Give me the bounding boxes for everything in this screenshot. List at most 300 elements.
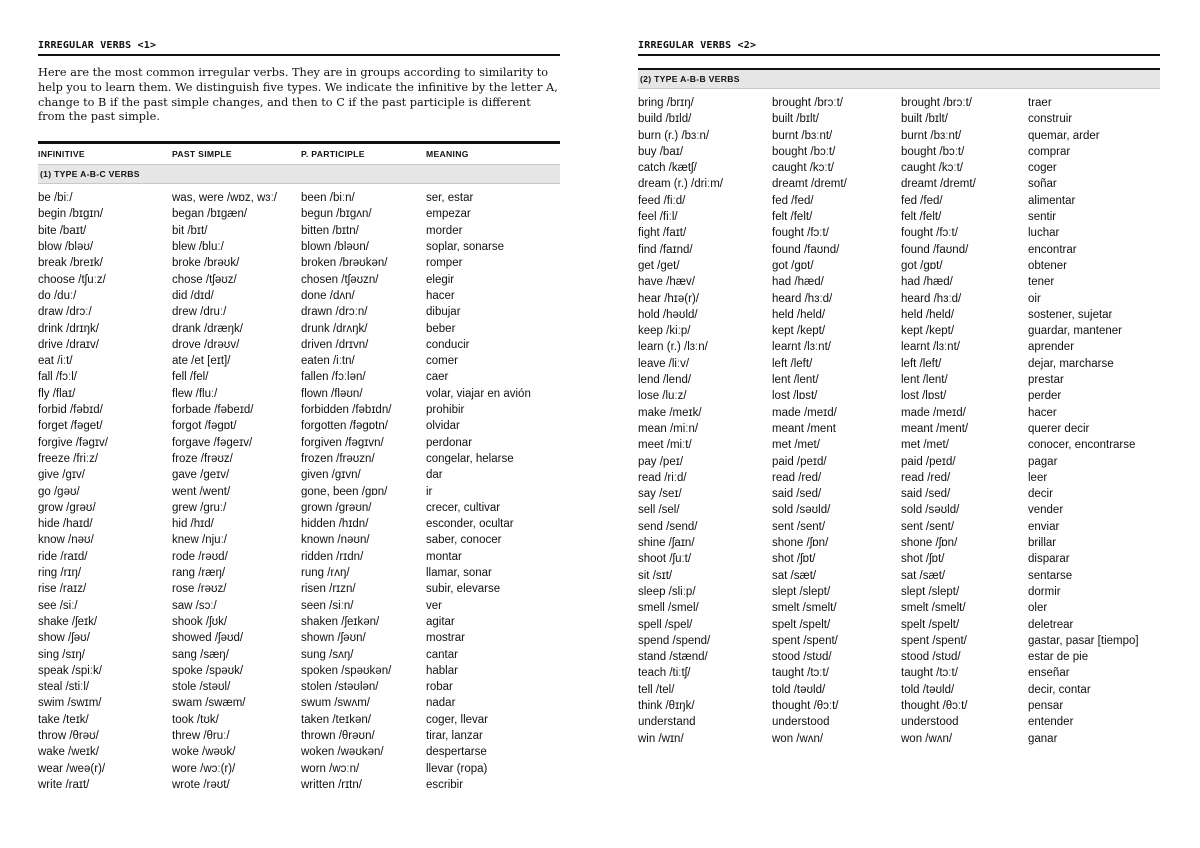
past-participle-cell: sold /səʊld/ [901,504,960,517]
past-simple-cell: sold /səʊld/ [772,504,831,517]
infinitive-cell: give /ɡɪv/ [38,469,85,482]
meaning-cell: perdonar [426,436,473,449]
meaning-cell: saber, conocer [426,534,502,547]
meaning-cell: obtener [1028,259,1068,272]
infinitive-cell: lend /lend/ [638,374,692,387]
section-heading: (1) TYPE A-B-C VERBS [38,164,560,184]
page-title: IRREGULAR VERBS <2> [638,38,1160,56]
past-simple-cell: had /hæd/ [772,276,824,289]
verb-row [638,274,1160,290]
past-participle-cell: forgiven /fəɡɪvn/ [301,436,384,449]
past-simple-cell: fought /fɔːt/ [772,227,829,240]
past-simple-cell: did /dɪd/ [172,289,214,302]
meaning-cell: decir [1028,488,1053,501]
infinitive-cell: think /θɪŋk/ [638,699,695,712]
past-simple-cell: made /meɪd/ [772,406,837,419]
meaning-cell: ver [426,599,442,612]
infinitive-cell: go /ɡəʊ/ [38,485,80,498]
past-participle-cell: fallen /fɔːlən/ [301,371,366,384]
past-participle-cell: said /sed/ [901,488,951,501]
meaning-cell: dar [426,469,443,482]
past-participle-cell: found /faʊnd/ [901,243,969,256]
meaning-cell: gastar, pasar [tiempo] [1028,634,1139,647]
infinitive-cell: learn (r.) /lɜːn/ [638,341,708,354]
meaning-cell: nadar [426,697,456,710]
infinitive-cell: send /send/ [638,520,698,533]
header-past-simple: PAST SIMPLE [172,149,232,160]
past-participle-cell: swum /swʌm/ [301,697,370,710]
meaning-cell: prestar [1028,374,1064,387]
past-simple-cell: meant /ment [772,422,836,435]
past-participle-cell: bought /bɔːt/ [901,145,965,158]
past-simple-cell: left /left/ [772,357,813,370]
infinitive-cell: build /bɪld/ [638,113,692,126]
past-participle-cell: slept /slept/ [901,585,960,598]
past-simple-cell: swam /swæm/ [172,697,246,710]
verb-row [638,502,1160,518]
infinitive-cell: hold /həʊld/ [638,308,698,321]
infinitive-cell: forbid /fəbɪd/ [38,404,103,417]
past-simple-cell: lost /lɒst/ [772,390,818,403]
infinitive-cell: hide /haɪd/ [38,518,93,531]
past-participle-cell: held /held/ [901,308,955,321]
meaning-cell: entender [1028,716,1074,729]
past-simple-cell: told /təʊld/ [772,683,826,696]
meaning-cell: perder [1028,390,1062,403]
past-simple-cell: chose /tʃəʊz/ [172,273,237,286]
verb-row [38,451,560,467]
past-simple-cell: rang /ræŋ/ [172,567,226,580]
past-participle-cell: woken /wəʊkən/ [301,746,384,759]
past-simple-cell: spelt /spelt/ [772,618,831,631]
past-simple-cell: saw /sɔː/ [172,599,217,612]
infinitive-cell: wake /weɪk/ [38,746,99,759]
past-participle-cell: known /nəʊn/ [301,534,370,547]
past-participle-cell: done /dʌn/ [301,289,355,302]
infinitive-cell: hear /hɪə(r)/ [638,292,699,305]
meaning-cell: despertarse [426,746,487,759]
past-participle-cell: thrown /θrəʊn/ [301,729,375,742]
meaning-cell: vender [1028,504,1064,517]
infinitive-cell: stand /stænd/ [638,651,708,664]
meaning-cell: conducir [426,338,470,351]
past-participle-cell: told /təʊld/ [901,683,955,696]
past-participle-cell: shot /ʃɒt/ [901,553,945,566]
infinitive-cell: throw /θrəʊ/ [38,729,99,742]
verb-row [638,535,1160,551]
past-simple-cell: was, were /wɒz, wɜː/ [172,192,277,205]
verb-row [638,649,1160,665]
past-participle-cell: spent /spent/ [901,634,967,647]
infinitive-cell: sell /sel/ [638,504,680,517]
meaning-cell: estar de pie [1028,651,1089,664]
past-simple-cell: shone /ʃɒn/ [772,537,829,550]
past-participle-cell: brought /brɔːt/ [901,97,972,109]
verb-row [38,663,560,679]
verb-row [638,372,1160,388]
past-simple-cell: thought /θɔːt/ [772,699,839,712]
past-participle-cell: lent /lent/ [901,374,948,387]
past-simple-cell: said /sed/ [772,488,822,501]
past-simple-cell: kept /kept/ [772,325,826,338]
meaning-cell: robar [426,681,453,694]
past-simple-cell: drew /druː/ [172,306,227,319]
past-participle-cell: dreamt /dremt/ [901,178,976,191]
meaning-cell: comer [426,355,458,368]
verb-row [38,598,560,614]
verb-row [38,386,560,402]
past-participle-cell: flown /fləʊn/ [301,387,363,400]
meaning-cell: mostrar [426,632,465,645]
past-participle-cell: shaken /ʃeɪkən/ [301,615,380,628]
past-simple-cell: shook /ʃʊk/ [172,615,228,628]
meaning-cell: querer decir [1028,422,1090,435]
past-simple-cell: burnt /bɜːnt/ [772,129,833,142]
past-simple-cell: wrote /rəʊt/ [172,778,230,791]
meaning-cell: sentarse [1028,569,1073,582]
past-participle-cell: stood /stʊd/ [901,651,961,664]
verb-row [38,288,560,304]
meaning-cell: coger, llevar [426,713,489,726]
infinitive-cell: sing /sɪŋ/ [38,648,85,661]
past-simple-cell: learnt /lɜːnt/ [772,341,831,354]
verb-row [38,744,560,760]
infinitive-cell: lose /luːz/ [638,390,687,403]
verb-row [638,665,1160,681]
infinitive-cell: meet /miːt/ [638,439,692,452]
verb-row [638,144,1160,160]
past-simple-cell: took /tʊk/ [172,713,219,726]
infinitive-cell: fly /flaɪ/ [38,387,76,400]
past-participle-cell: read /red/ [901,471,951,484]
past-participle-cell: given /ɡɪvn/ [301,469,361,482]
verb-row [638,339,1160,355]
verb-row [638,584,1160,600]
meaning-cell: luchar [1028,227,1060,240]
left-page [38,38,560,793]
verb-row [638,291,1160,307]
infinitive-cell: bring /brɪŋ/ [638,97,694,109]
infinitive-cell: break /breɪk/ [38,257,103,270]
past-participle-cell: ridden /rɪdn/ [301,550,364,563]
meaning-cell: pagar [1028,455,1058,468]
past-participle-cell: met /met/ [901,439,949,452]
meaning-cell: beber [426,322,456,335]
meaning-cell: montar [426,550,462,563]
past-simple-cell: drank /dræŋk/ [172,322,243,335]
verb-row [638,714,1160,730]
infinitive-cell: begin /bɪɡɪn/ [38,208,104,221]
past-participle-cell: caught /kɔːt/ [901,162,964,175]
past-simple-cell: forgot /fəɡɒt/ [172,420,237,433]
past-participle-cell: built /bɪlt/ [901,113,948,126]
verb-row [638,519,1160,535]
verb-row [638,470,1160,486]
infinitive-cell: smell /smel/ [638,602,699,615]
past-participle-cell: spoken /spəʊkən/ [301,664,392,677]
past-simple-cell: wore /wɔː(r)/ [172,762,236,775]
past-simple-cell: showed /ʃəʊd/ [172,632,244,645]
infinitive-cell: catch /kætʃ/ [638,162,697,175]
meaning-cell: oir [1028,292,1041,305]
verb-row [38,581,560,597]
meaning-cell: olvidar [426,420,460,433]
meaning-cell: deletrear [1028,618,1074,631]
infinitive-cell: spell /spel/ [638,618,693,631]
meaning-cell: leer [1028,471,1048,484]
verb-row [38,353,560,369]
past-simple-cell: slept /slept/ [772,585,831,598]
verb-row [38,532,560,548]
infinitive-cell: bite /baɪt/ [38,224,87,237]
past-participle-cell: burnt /bɜːnt/ [901,129,962,142]
meaning-cell: enviar [1028,520,1060,533]
past-participle-cell: broken /brəʊkən/ [301,257,388,270]
infinitive-cell: buy /baɪ/ [638,145,684,158]
meaning-cell: ganar [1028,732,1058,745]
past-simple-cell: began /bɪɡæn/ [172,208,248,221]
verb-row [638,307,1160,323]
past-participle-cell: fought /fɔːt/ [901,227,958,240]
verb-row [638,128,1160,144]
meaning-cell: traer [1028,97,1052,109]
past-simple-cell: broke /brəʊk/ [172,257,240,270]
infinitive-cell: find /faɪnd/ [638,243,693,256]
past-participle-cell: left /left/ [901,357,942,370]
past-participle-cell: frozen /frəʊzn/ [301,452,375,465]
past-simple-cell: bought /bɔːt/ [772,145,836,158]
past-participle-cell: heard /hɜːd/ [901,292,962,305]
past-simple-cell: fell /fel/ [172,371,209,384]
verb-row [38,402,560,418]
infinitive-cell: feed /fiːd/ [638,194,686,207]
infinitive-cell: forgive /fəɡɪv/ [38,436,108,449]
past-simple-cell: met /met/ [772,439,820,452]
meaning-cell: oler [1028,602,1048,615]
meaning-cell: hacer [426,289,455,302]
past-participle-cell: kept /kept/ [901,325,955,338]
verb-row [638,176,1160,192]
past-simple-cell: rode /rəʊd/ [172,550,228,563]
meaning-cell: disparar [1028,553,1070,566]
verb-row [638,731,1160,747]
meaning-cell: empezar [426,208,471,221]
past-participle-cell: been /biːn/ [301,192,355,205]
meaning-cell: dejar, marcharse [1028,357,1114,370]
meaning-cell: soplar, sonarse [426,241,504,254]
past-simple-cell: held /held/ [772,308,826,321]
meaning-cell: enseñar [1028,667,1070,680]
verb-row [38,565,560,581]
header-past-participle: P. PARTICIPLE [301,149,365,160]
past-participle-cell: won /wʌn/ [901,732,953,745]
past-participle-cell: grown /ɡrəʊn/ [301,501,372,514]
verb-row [38,500,560,516]
infinitive-cell: say /seɪ/ [638,488,682,501]
verb-row [38,304,560,320]
infinitive-cell: swim /swɪm/ [38,697,102,710]
past-participle-cell: meant /ment/ [901,422,969,435]
past-simple-cell: forbade /fəbeɪd/ [172,404,254,417]
verb-row [38,255,560,271]
verb-row [638,682,1160,698]
past-participle-cell: paid /peɪd/ [901,455,956,468]
meaning-cell: dormir [1028,585,1061,598]
past-participle-cell: understood [901,716,959,729]
past-simple-cell: shot /ʃɒt/ [772,553,816,566]
verb-row [638,242,1160,258]
infinitive-cell: read /riːd/ [638,471,687,484]
past-participle-cell: thought /θɔːt/ [901,699,968,712]
meaning-cell: hablar [426,664,458,677]
meaning-cell: romper [426,257,463,270]
infinitive-cell: dream (r.) /driːm/ [638,178,723,191]
verb-row [638,600,1160,616]
infinitive-cell: draw /drɔː/ [38,306,92,319]
header-meaning: MEANING [426,149,469,160]
past-participle-cell: sat /sæt/ [901,569,946,582]
past-participle-cell: shone /ʃɒn/ [901,537,958,550]
verb-row [638,486,1160,502]
verb-table [638,95,1160,747]
past-simple-cell: understood [772,716,830,729]
infinitive-cell: fight /faɪt/ [638,227,687,240]
past-simple-cell: caught /kɔːt/ [772,162,835,175]
meaning-cell: ser, estar [426,192,474,205]
past-simple-cell: read /red/ [772,471,822,484]
meaning-cell: morder [426,224,463,237]
meaning-cell: prohibir [426,404,465,417]
infinitive-cell: tell /tel/ [638,683,675,696]
past-participle-cell: bitten /bɪtn/ [301,224,359,237]
verb-row [638,160,1160,176]
infinitive-cell: know /nəʊ/ [38,534,94,547]
infinitive-cell: feel /fiːl/ [638,211,678,224]
past-simple-cell: flew /fluː/ [172,387,218,400]
past-participle-cell: taught /tɔːt/ [901,667,958,680]
past-simple-cell: dreamt /dremt/ [772,178,847,191]
verb-row [638,258,1160,274]
verb-row [38,484,560,500]
past-participle-cell: forbidden /fəbɪdn/ [301,404,392,417]
past-participle-cell: rung /rʌŋ/ [301,567,350,580]
past-participle-cell: worn /wɔːn/ [301,762,360,775]
past-simple-cell: spent /spent/ [772,634,838,647]
infinitive-cell: wear /weə(r)/ [38,762,106,775]
verb-row [638,551,1160,567]
meaning-cell: alimentar [1028,194,1076,207]
page-title: IRREGULAR VERBS <1> [38,38,560,56]
meaning-cell: llevar (ropa) [426,762,488,775]
infinitive-cell: write /raɪt/ [38,778,90,791]
past-participle-cell: fed /fed/ [901,194,943,207]
verb-row [38,516,560,532]
verb-row [38,614,560,630]
verb-row [38,272,560,288]
meaning-cell: quemar, arder [1028,129,1100,142]
meaning-cell: cantar [426,648,458,661]
past-simple-cell: knew /njuː/ [172,534,227,547]
past-participle-cell: written /rɪtn/ [301,778,362,791]
meaning-cell: esconder, ocultar [426,518,514,531]
meaning-cell: encontrar [1028,243,1077,256]
right-page [638,38,1160,747]
past-simple-cell: threw /θruː/ [172,729,230,742]
verb-row [638,437,1160,453]
past-participle-cell: gone, been /ɡɒn/ [301,485,388,498]
infinitive-cell: burn (r.) /bɜːn/ [638,129,710,142]
verb-row [38,549,560,565]
verb-row [638,405,1160,421]
past-participle-cell: taken /teɪkən/ [301,713,371,726]
past-simple-cell: won /wʌn/ [772,732,824,745]
past-simple-cell: forgave /fəɡeɪv/ [172,436,253,449]
infinitive-cell: mean /miːn/ [638,422,699,435]
verb-row [638,356,1160,372]
past-participle-cell: seen /siːn/ [301,599,354,612]
infinitive-cell: steal /stiːl/ [38,681,90,694]
past-participle-cell: learnt /lɜːnt/ [901,341,960,354]
past-simple-cell: sat /sæt/ [772,569,817,582]
past-simple-cell: rose /rəʊz/ [172,583,227,596]
verb-row [38,418,560,434]
past-simple-cell: felt /felt/ [772,211,813,224]
infinitive-cell: understand [638,716,696,729]
header-infinitive: INFINITIVE [38,149,85,160]
past-participle-cell: driven /drɪvn/ [301,338,369,351]
past-participle-cell: spelt /spelt/ [901,618,960,631]
past-participle-cell: eaten /iːtn/ [301,355,355,368]
meaning-cell: dibujar [426,306,461,319]
infinitive-cell: ring /rɪŋ/ [38,567,82,580]
meaning-cell: elegir [426,273,455,286]
infinitive-cell: blow /bləʊ/ [38,241,94,254]
verb-row [638,454,1160,470]
past-simple-cell: hid /hɪd/ [172,518,214,531]
infinitive-cell: fall /fɔːl/ [38,371,77,384]
intro-paragraph: Here are the most common irregular verbs. They are in groups according to similarity to help you to learn them. We distinguish five types. We indicate the infinitive by the letter A, change to B if the past simple changes, and then to C if the past participle is different from the past simple. [38,66,558,124]
past-participle-cell: sent /sent/ [901,520,955,533]
past-participle-cell: felt /felt/ [901,211,942,224]
infinitive-cell: win /wɪn/ [638,732,684,745]
verb-row [38,206,560,222]
past-simple-cell: sent /sent/ [772,520,826,533]
column-headers [38,141,560,164]
verb-table [38,190,560,793]
verb-row [638,209,1160,225]
infinitive-cell: be /biː/ [38,192,73,205]
meaning-cell: agitar [426,615,455,628]
past-participle-cell: blown /bləʊn/ [301,241,369,254]
verb-row [38,321,560,337]
past-simple-cell: sang /sæŋ/ [172,648,229,661]
meaning-cell: caer [426,371,449,384]
verb-row [38,190,560,206]
past-participle-cell: sung /sʌŋ/ [301,648,354,661]
meaning-cell: aprender [1028,341,1075,354]
infinitive-cell: shine /ʃaɪn/ [638,537,695,550]
infinitive-cell: drive /draɪv/ [38,338,99,351]
past-simple-cell: fed /fed/ [772,194,814,207]
infinitive-cell: shake /ʃeɪk/ [38,615,98,628]
past-simple-cell: froze /frəʊz/ [172,452,233,465]
infinitive-cell: teach /tiːtʃ/ [638,667,691,680]
infinitive-cell: eat /iːt/ [38,355,73,368]
past-simple-cell: taught /tɔːt/ [772,667,829,680]
meaning-cell: llamar, sonar [426,567,492,580]
meaning-cell: tirar, lanzar [426,729,483,742]
infinitive-cell: take /teɪk/ [38,713,89,726]
